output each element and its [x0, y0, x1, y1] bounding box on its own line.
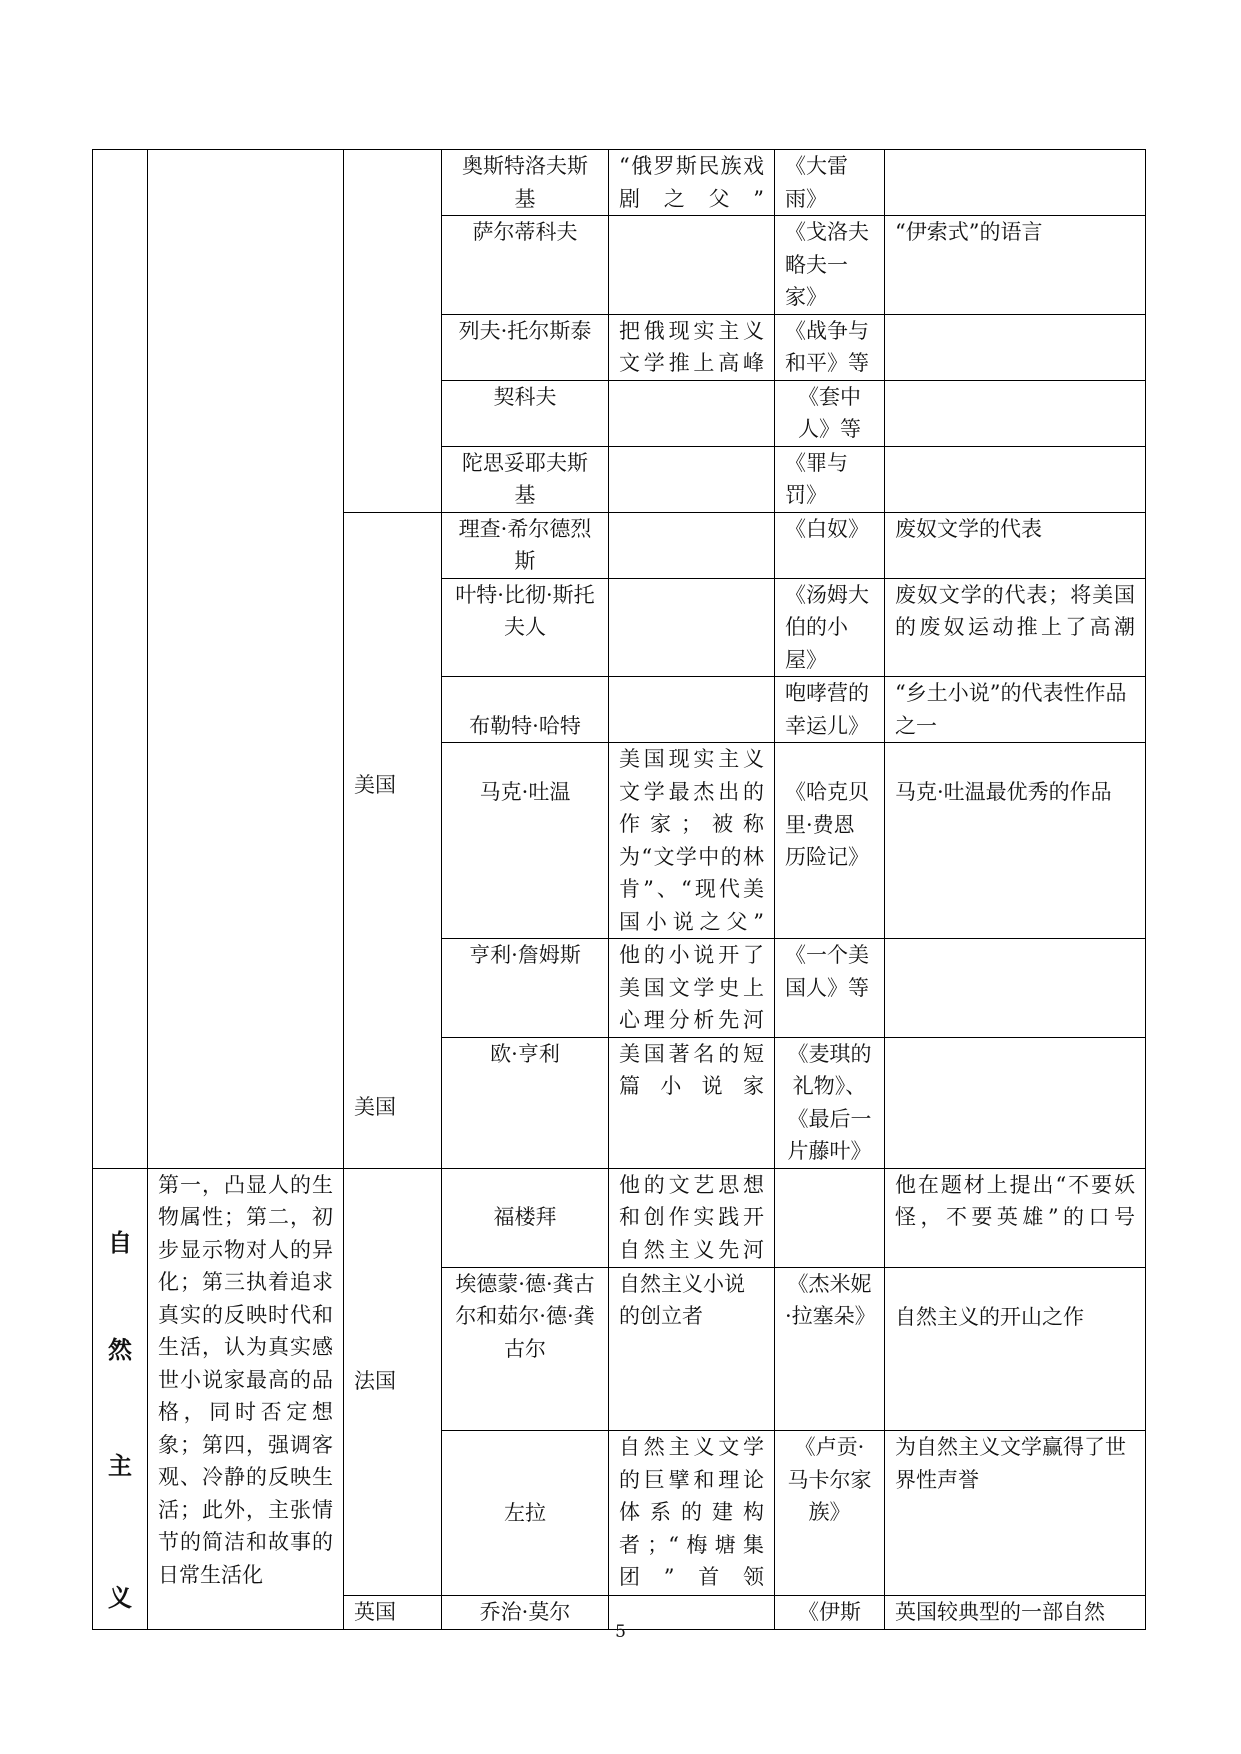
- intro-cell: [609, 446, 775, 512]
- author-cell: 萨尔蒂科夫: [442, 216, 609, 315]
- features-cell-continued: [148, 150, 344, 1169]
- works-cell: 《杰米妮·拉塞朵》: [775, 1267, 885, 1431]
- works-cell: 咆哮营的幸运儿》: [775, 677, 885, 743]
- intro-cell: 美国现实主义文学最杰出的作家；被称为“文学中的林肯”、“现代美国小说之父”: [609, 743, 775, 939]
- works-cell: [775, 743, 885, 939]
- genre-char: 然: [108, 1334, 132, 1364]
- author-cell: 欧·亨利: [442, 1037, 609, 1168]
- country-cell-usa: [344, 512, 442, 1168]
- note-cell: 英国较典型的一部自然: [885, 1595, 1146, 1629]
- intro-cell: “俄罗斯民族戏剧之父”: [609, 150, 775, 216]
- author-cell: 理查·希尔德烈斯: [442, 512, 609, 578]
- intro-cell: 自然主义小说的创立者: [609, 1267, 775, 1431]
- intro-cell: [609, 380, 775, 446]
- works-cell: 《大雷雨》: [775, 150, 885, 216]
- note-text: 马克·吐温最优秀的作品: [895, 780, 1112, 804]
- works-cell: 《一个美国人》等: [775, 939, 885, 1038]
- works-cell: [775, 1168, 885, 1267]
- intro-cell: 他的文艺思想和创作实践开自然主义先河: [609, 1168, 775, 1267]
- genre-char: 义: [108, 1582, 132, 1612]
- note-cell: [885, 1267, 1146, 1431]
- note-cell: [885, 939, 1146, 1038]
- note-cell: [885, 743, 1146, 939]
- works-cell: 《麦琪的礼物》、《最后一片藤叶》: [775, 1037, 885, 1168]
- works-text: 《哈克贝里·费恩历险记》: [785, 780, 869, 869]
- author-cell: 契科夫: [442, 380, 609, 446]
- intro-cell: [609, 216, 775, 315]
- note-cell: 他在题材上提出“不要妖怪，不要英雄”的口号: [885, 1168, 1146, 1267]
- features-cell: 第一，凸显人的生物属性；第二，初步显示物对人的异化；第三执着追求真实的反映时代和生活，认为真实感世小说家最高的品格，同时否定想象；第四，强调客观、冷静的反映生活；此外，主张情节的简洁和故事的日常生活化: [148, 1168, 344, 1629]
- genre-char: 自: [108, 1227, 132, 1257]
- author-cell: 乔治·莫尔: [442, 1595, 609, 1629]
- intro-cell: 把俄现实主义文学推上高峰: [609, 314, 775, 380]
- note-cell: 为自然主义文学赢得了世界性声誉: [885, 1431, 1146, 1595]
- note-cell: [885, 1037, 1146, 1168]
- author-cell: 亨利·詹姆斯: [442, 939, 609, 1038]
- country-cell-england: 英国: [344, 1595, 442, 1629]
- table-row: [93, 150, 1146, 216]
- note-cell: “乡土小说”的代表性作品之一: [885, 677, 1146, 743]
- author-cell: 列夫·托尔斯泰: [442, 314, 609, 380]
- note-cell: 废奴文学的代表: [885, 512, 1146, 578]
- author-cell: 奥斯特洛夫斯基: [442, 150, 609, 216]
- works-cell: 《套中人》等: [775, 380, 885, 446]
- country-cell-france: 法国: [344, 1168, 442, 1595]
- note-cell: “伊索式”的语言: [885, 216, 1146, 315]
- note-cell: 废奴文学的代表；将美国的废奴运动推上了高潮: [885, 578, 1146, 677]
- works-cell: 《卢贡·马卡尔家族》: [775, 1431, 885, 1595]
- intro-cell: 美国著名的短篇小说家: [609, 1037, 775, 1168]
- intro-cell: [609, 677, 775, 743]
- table-row: [93, 1168, 1146, 1267]
- genre-cell-naturalism: [93, 1168, 148, 1629]
- works-cell: 《罪与罚》: [775, 446, 885, 512]
- author-cell: 布勒特·哈特: [442, 677, 609, 743]
- author-cell: 叶特·比彻·斯托夫人: [442, 578, 609, 677]
- author-cell: 埃德蒙·德·龚古尔和茹尔·德·龚古尔: [442, 1267, 609, 1431]
- note-text: 自然主义的开山之作: [895, 1304, 1084, 1329]
- intro-cell: [609, 578, 775, 677]
- works-cell: 《戈洛夫略夫一家》: [775, 216, 885, 315]
- author-cell: [442, 743, 609, 939]
- note-cell: [885, 446, 1146, 512]
- works-cell: 《白奴》: [775, 512, 885, 578]
- intro-cell: [609, 512, 775, 578]
- works-cell: 《战争与和平》等: [775, 314, 885, 380]
- author-cell: 陀思妥耶夫斯基: [442, 446, 609, 512]
- page-number: 5: [615, 1622, 626, 1642]
- author-cell: 福楼拜: [442, 1168, 609, 1267]
- works-cell: 《伊斯: [775, 1595, 885, 1629]
- genre-char: 主: [108, 1450, 132, 1480]
- note-cell: [885, 380, 1146, 446]
- author-cell: 左拉: [442, 1431, 609, 1595]
- works-cell: 《汤姆大伯的小屋》: [775, 578, 885, 677]
- country-cell-continued: [344, 150, 442, 513]
- intro-cell: 他的小说开了美国文学史上心理分析先河: [609, 939, 775, 1038]
- note-cell: [885, 150, 1146, 216]
- author-name: 马克·吐温: [479, 780, 571, 804]
- genre-cell-continued: [93, 150, 148, 1169]
- country-label: 美国: [354, 1094, 396, 1119]
- intro-cell: 自然主义文学的巨擘和理论体系的建构者；“梅塘集团”首领: [609, 1431, 775, 1595]
- country-label: 美国: [354, 772, 396, 797]
- note-cell: [885, 314, 1146, 380]
- literature-table: [92, 149, 1146, 1630]
